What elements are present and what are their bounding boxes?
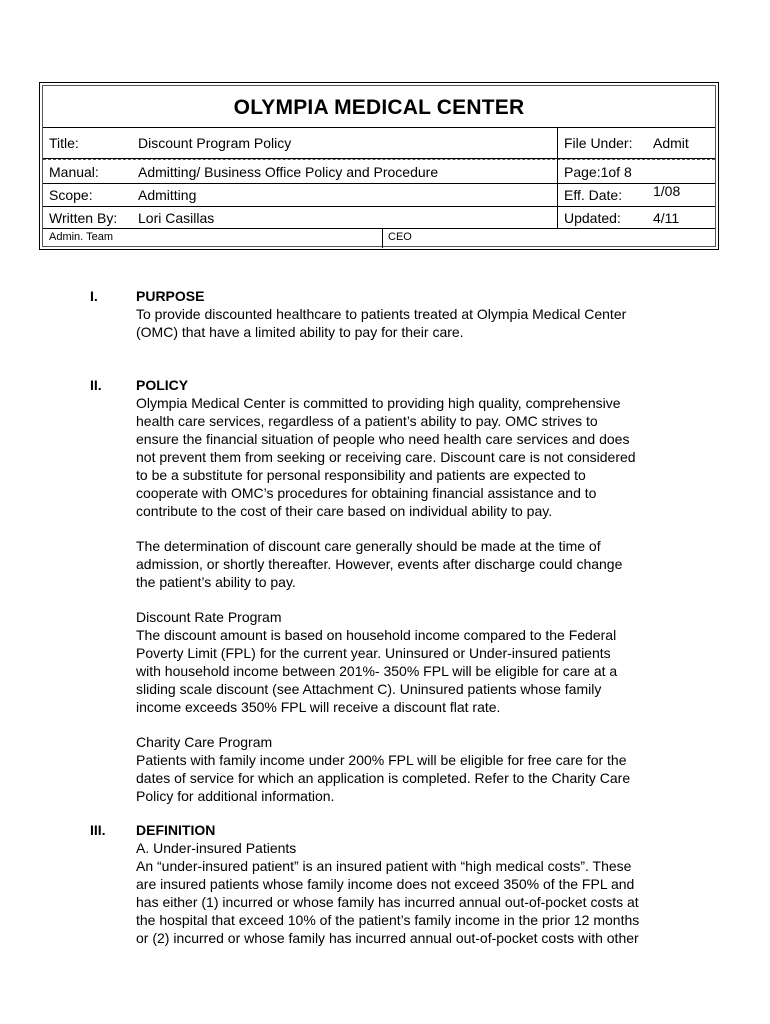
discount-rate-program [136, 608, 696, 716]
text-line: cooperate with OMC’s procedures for obtaining financial assistance and to [136, 485, 597, 501]
definition-paragraph [136, 839, 696, 947]
policy-header-table [39, 82, 719, 250]
text-line: admission, or shortly thereafter. However, events after discharge could change [136, 556, 623, 572]
text-line: Poverty Limit (FPL) for the current year. Uninsured or Under-insured patients [136, 645, 611, 661]
text-line: To provide discounted healthcare to patients treated at Olympia Medical Center [136, 306, 627, 322]
section-number-policy: II. [90, 377, 102, 393]
column-divider [557, 127, 558, 228]
divider [43, 183, 715, 184]
label-scope: Scope: [49, 187, 93, 203]
section-heading-purpose: PURPOSE [136, 288, 205, 304]
section-number-purpose: I. [90, 288, 98, 304]
text-line: ensure the financial situation of people who need health care services and does [136, 431, 630, 447]
text-line: Patients with family income under 200% FPL will be eligible for free care for the [136, 752, 627, 768]
value-scope: Admitting [138, 187, 197, 203]
text-line: the hospital that exceed 10% of the patient’s family income in the prior 12 months [136, 912, 640, 928]
text-line: Olympia Medical Center is committed to providing high quality, comprehensive [136, 395, 621, 411]
divider [43, 206, 715, 207]
purpose-paragraph [136, 305, 696, 341]
value-manual: Admitting/ Business Office Policy and Procedure [138, 164, 439, 180]
approver-ceo: CEO [388, 231, 412, 243]
label-title: Title: [49, 135, 79, 151]
text-line: the patient’s ability to pay. [136, 574, 296, 590]
subheading: Charity Care Program [136, 734, 273, 750]
divider [43, 159, 715, 160]
section-heading-definition: DEFINITION [136, 822, 216, 838]
text-line: The determination of discount care generally should be made at the time of [136, 538, 601, 554]
text-line: not prevent them from seeking or receiving care. Discount care is not considered [136, 449, 636, 465]
approver-admin-team: Admin. Team [49, 231, 113, 243]
label-file-under: File Under: [564, 135, 633, 151]
divider [43, 228, 715, 229]
header-inner-border [42, 85, 716, 247]
text-line: An “under-insured patient” is an insured patient with “high medical costs”. These [136, 858, 632, 874]
text-line: contribute to the cost of their care based on individual ability to pay. [136, 503, 553, 519]
subheading: A. Under-insured Patients [136, 840, 297, 856]
text-line: Policy for additional information. [136, 788, 335, 804]
text-line: income exceeds 350% FPL will receive a discount flat rate. [136, 699, 501, 715]
label-page: Page:1of 8 [564, 164, 632, 180]
text-line: health care services, regardless of a patient’s ability to pay. OMC strives to [136, 413, 598, 429]
subheading: Discount Rate Program [136, 609, 282, 625]
organization-title: OLYMPIA MEDICAL CENTER [233, 96, 525, 119]
text-line: are insured patients whose family income does not exceed 350% of the FPL and [136, 876, 635, 892]
column-divider [382, 228, 383, 248]
label-manual: Manual: [49, 164, 99, 180]
text-line: to be a substitute for personal responsibility and patients are expected to [136, 467, 586, 483]
text-line: has either (1) incurred or whose family has incurred annual out-of-pocket costs at [136, 894, 639, 910]
text-line: with household income between 201%- 350% FPL will be eligible for care at a [136, 663, 618, 679]
value-title: Discount Program Policy [138, 135, 292, 151]
value-file-under: Admit [653, 135, 689, 151]
text-line: or (2) incurred or whose family has incurred annual out-of-pocket costs with other [136, 930, 639, 946]
section-number-definition: III. [90, 822, 106, 838]
value-eff-date: 1/08 [653, 183, 681, 199]
value-written-by: Lori Casillas [138, 210, 215, 226]
label-updated: Updated: [564, 210, 621, 226]
text-line: sliding scale discount (see Attachment C). Uninsured patients whose family [136, 681, 602, 697]
policy-paragraph-1 [136, 394, 696, 520]
text-line: The discount amount is based on household income compared to the Federal [136, 627, 617, 643]
section-heading-policy: POLICY [136, 377, 189, 393]
charity-care-program [136, 733, 696, 805]
value-updated: 4/11 [653, 210, 680, 226]
divider [43, 127, 715, 128]
text-line: dates of service for which an application is completed. Refer to the Charity Care [136, 770, 631, 786]
label-eff-date: Eff. Date: [564, 187, 623, 203]
text-line: (OMC) that have a limited ability to pay for their care. [136, 324, 464, 340]
policy-paragraph-2 [136, 537, 696, 591]
label-written-by: Written By: [49, 210, 118, 226]
